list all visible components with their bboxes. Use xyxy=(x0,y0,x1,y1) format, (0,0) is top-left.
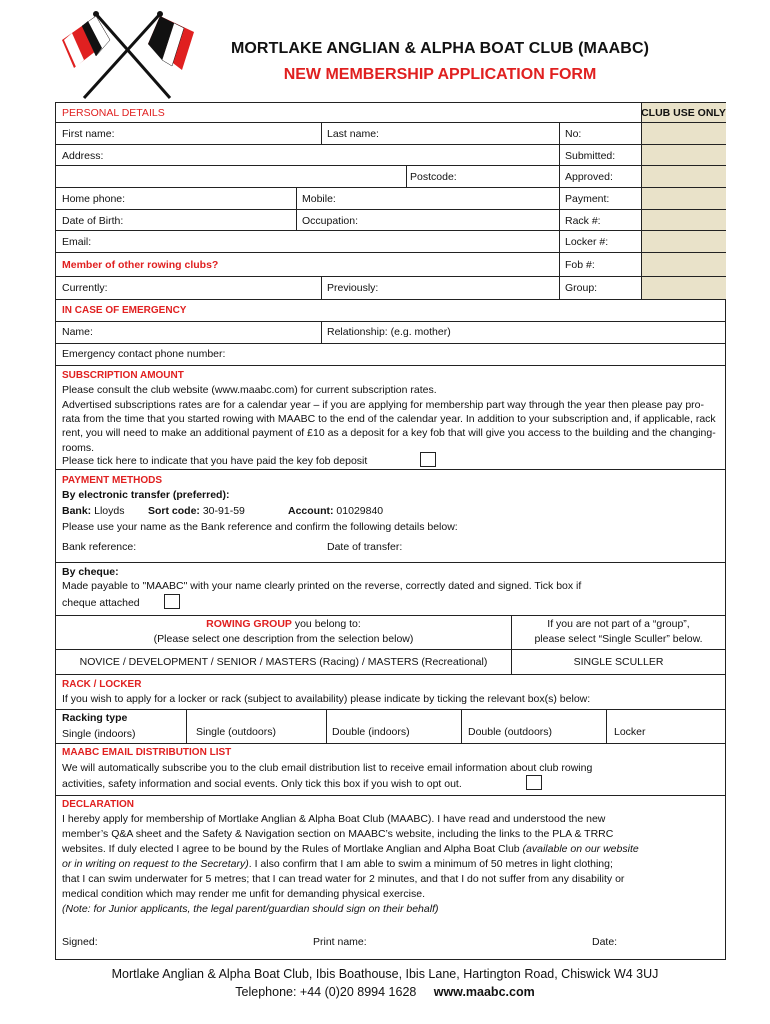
club-fob: Fob #: xyxy=(565,259,595,271)
date-transfer-field[interactable]: Date of transfer: xyxy=(327,541,403,553)
sort-code: Sort code: 30-91-59 xyxy=(148,505,245,517)
double-outdoors-option[interactable]: Double (outdoors) xyxy=(468,726,553,738)
mobile-field[interactable]: Mobile: xyxy=(302,193,336,205)
account-number: Account: 01029840 xyxy=(288,505,384,517)
cheque-line1: Made payable to "MAABC" with your name clearly printed on the reverse, correctly dated and signed. Tick box if xyxy=(62,580,582,592)
subscription-paragraph: Advertised subscriptions rates are for a calendar year – if you are applying for membership part way through the year then please pay pro-rata from the time that you started rowing with MAABC to the end of the calendar year. In addition to your subscription and, if applicable, rack rent, you will need to make an additional payment of £10 as a deposit for a key fob that will give you access to the building and the changing-rooms. xyxy=(62,399,716,454)
footer-address: Mortlake Anglian & Alpha Boat Club, Ibis Boathouse, Ibis Lane, Hartington Road, Chiswick W4 3UJ xyxy=(111,967,659,981)
relationship-field[interactable]: Relationship: (e.g. mother) xyxy=(327,326,451,338)
declaration-note: (Note: for Junior applicants, the legal parent/guardian should sign on their behalf) xyxy=(62,903,439,915)
last-name-field[interactable]: Last name: xyxy=(327,128,379,140)
email-list-line2: activities, safety information and social events. Only tick this box if you wish to opt out. xyxy=(62,778,462,790)
rowing-alt-line2: please select “Single Sculler” below. xyxy=(534,633,703,645)
other-clubs-label: Member of other rowing clubs? xyxy=(62,259,219,271)
payment-heading: PAYMENT METHODS xyxy=(62,475,163,486)
single-indoors-option[interactable]: Single (indoors) xyxy=(62,728,136,740)
date-field[interactable]: Date: xyxy=(592,936,618,948)
reference-note: Please use your name as the Bank reference and confirm the following details below: xyxy=(62,521,458,533)
declaration-line6: medical condition which may render me unfit for demanding physical exercise. xyxy=(62,888,426,900)
declaration-line4: or in writing on request to the Secretary). I also confirm that I am able to swim a minimum of 50 metres in light clothing; xyxy=(62,858,613,870)
club-no: No: xyxy=(565,128,582,140)
first-name-field[interactable]: First name: xyxy=(62,128,115,140)
club-locker: Locker #: xyxy=(565,236,609,248)
header xyxy=(0,0,770,100)
emergency-heading: IN CASE OF EMERGENCY xyxy=(62,305,187,316)
declaration-line1: I hereby apply for membership of Mortlake Anglian & Alpha Boat Club (MAABC). I have read and understood the new xyxy=(62,813,606,825)
footer-telephone: Telephone: +44 (0)20 8994 1628 xyxy=(235,985,417,999)
single-sculler-option[interactable]: SINGLE SCULLER xyxy=(573,656,664,668)
rowing-alt-line1: If you are not part of a “group”, xyxy=(547,618,690,630)
cheque-heading: By cheque: xyxy=(62,566,119,578)
postcode-field[interactable]: Postcode: xyxy=(410,171,457,183)
emergency-name-field[interactable]: Name: xyxy=(62,326,93,338)
electronic-heading: By electronic transfer (preferred): xyxy=(62,489,230,501)
declaration-line2: member’s Q&A sheet and the Safety & Navigation section on MAABC’s website, including the links to the PLA & TRRC xyxy=(62,828,614,840)
form-title: NEW MEMBERSHIP APPLICATION FORM xyxy=(283,66,597,83)
rack-intro: If you wish to apply for a locker or rack (subject to availability) please indicate by ticking the relevant box(s) below: xyxy=(62,693,591,705)
home-phone-field[interactable]: Home phone: xyxy=(62,193,126,205)
club-rack: Rack #: xyxy=(565,215,601,227)
rack-heading: RACK / LOCKER xyxy=(62,679,142,690)
club-approved: Approved: xyxy=(565,171,613,183)
declaration-heading: DECLARATION xyxy=(62,799,135,810)
print-name-field[interactable]: Print name: xyxy=(313,936,367,948)
footer-website-link[interactable]: www.maabc.com xyxy=(433,985,535,999)
double-indoors-option[interactable]: Double (indoors) xyxy=(332,726,410,738)
club-use-heading: CLUB USE ONLY xyxy=(641,107,726,119)
club-submitted: Submitted: xyxy=(565,150,616,162)
club-use-panel xyxy=(641,103,726,299)
email-list-line1: We will automatically subscribe you to the club email distribution list to receive email information about club rowing xyxy=(62,762,593,774)
opt-out-checkbox[interactable] xyxy=(526,775,542,790)
crossed-flags-logo xyxy=(52,10,202,100)
bank-details: Bank: Lloyds xyxy=(62,505,125,517)
club-group: Group: xyxy=(565,282,598,294)
subscription-line1: Please consult the club website (www.maabc.com) for current subscription rates. xyxy=(62,384,437,396)
fob-tick-label: Please tick here to indicate that you have paid the key fob deposit xyxy=(62,455,368,467)
declaration-line5: that I can swim underwater for 5 metres; that I can tread water for 2 minutes, and that I do not suffer from any disability or xyxy=(62,873,625,885)
cheque-line2: cheque attached xyxy=(62,597,140,609)
cheque-checkbox[interactable] xyxy=(164,594,180,609)
email-list-heading: MAABC EMAIL DISTRIBUTION LIST xyxy=(62,747,232,758)
club-title: MORTLAKE ANGLIAN & ALPHA BOAT CLUB (MAABC) xyxy=(230,40,650,57)
address-field[interactable]: Address: xyxy=(62,150,104,162)
rowing-options[interactable]: NOVICE / DEVELOPMENT / SENIOR / MASTERS (Racing) / MASTERS (Recreational) xyxy=(79,656,488,668)
previously-field[interactable]: Previously: xyxy=(327,282,379,294)
email-field[interactable]: Email: xyxy=(62,236,92,248)
dob-field[interactable]: Date of Birth: xyxy=(62,215,124,227)
signed-field[interactable]: Signed: xyxy=(62,936,98,948)
application-form xyxy=(55,102,726,960)
rowing-group-heading: ROWING GROUP you belong to: xyxy=(206,618,361,630)
club-payment: Payment: xyxy=(565,193,610,205)
racking-type-label: Racking type xyxy=(62,712,128,724)
rowing-group-sub: (Please select one description from the selection below) xyxy=(153,633,414,645)
currently-field[interactable]: Currently: xyxy=(62,282,108,294)
emergency-phone-field[interactable]: Emergency contact phone number: xyxy=(62,348,226,360)
declaration-line3: websites. If duly elected I agree to be bound by the Rules of Mortlake Anglian and Alpha Boat Club (available on our website xyxy=(62,843,639,855)
locker-option[interactable]: Locker xyxy=(614,726,646,738)
subscription-heading: SUBSCRIPTION AMOUNT xyxy=(62,370,184,381)
occupation-field[interactable]: Occupation: xyxy=(302,215,359,227)
fob-deposit-checkbox[interactable] xyxy=(420,452,436,467)
footer-contact xyxy=(0,985,770,999)
right-flag-icon xyxy=(148,16,194,70)
bank-reference-field[interactable]: Bank reference: xyxy=(62,541,137,553)
single-outdoors-option[interactable]: Single (outdoors) xyxy=(196,726,276,738)
personal-heading: PERSONAL DETAILS xyxy=(62,107,165,119)
